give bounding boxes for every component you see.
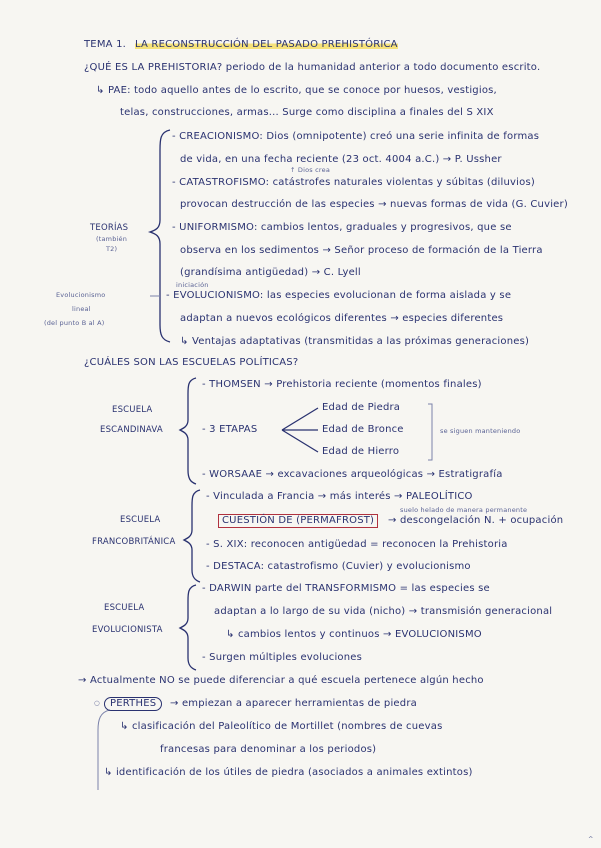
worsaae-line: - WORSAAE → excavaciones arqueológicas → Estratigrafía [202, 469, 503, 480]
siglo-xix-line: - S. XIX: reconocen antigüedad = reconocen la Prehistoria [206, 539, 508, 550]
evolucionismo-line-2: adaptan a nuevos ecológicos diferentes → especies diferentes [180, 313, 504, 324]
darwin-line-2: adaptan a lo largo de su vida (nicho) → transmisión generacional [214, 606, 553, 617]
creacionismo-line-1: - CREACIONISMO: Dios (omnipotente) creó una serie infinita de formas [172, 131, 540, 142]
thomsen-line: - THOMSEN → Prehistoria reciente (momentos finales) [202, 379, 482, 390]
darwin-line-1: - DARWIN parte del TRANSFORMISMO = las especies se [202, 583, 490, 594]
mortillet-line-1: ↳ clasificación del Paleolítico de Mortillet (nombres de cuevas [120, 721, 443, 732]
topic-number: TEMA 1. [84, 39, 127, 50]
bullet-circle-icon: ○ [94, 699, 100, 707]
mortillet-line-2: francesas para denominar a los periodos) [160, 744, 377, 755]
etapas-note: se siguen manteniendo [440, 427, 521, 435]
perthes-label: PERTHES [104, 697, 162, 711]
evolucionista-label-1: ESCUELA [104, 603, 145, 613]
cuestion-permafrost: CUESTIÓN DE (PERMAFROST) [218, 514, 378, 528]
perthes-line: → empiezan a aparecer herramientas de piedra [170, 698, 417, 709]
theories-sublabel-2: T2) [106, 245, 118, 253]
evol-lineal-label-3: (del punto B al A) [44, 319, 105, 327]
escandinava-label-2: ESCANDINAVA [100, 425, 163, 435]
theories-label: TEORÍAS [90, 223, 129, 233]
question-prehistoria: ¿QUÉ ES LA PREHISTORIA? periodo de la humanidad anterior a todo documento escrito. [84, 62, 541, 73]
escandinava-label-1: ESCUELA [112, 405, 153, 415]
uniformismo-line-2: observa en los sedimentos → Señor proceso de formación de la Tierra [180, 245, 543, 256]
permafrost-note: suelo helado de manera permanente [400, 506, 528, 514]
edad-piedra: Edad de Piedra [322, 402, 401, 413]
edad-bronce: Edad de Bronce [322, 424, 404, 435]
tres-etapas: - 3 ETAPAS [202, 424, 258, 435]
corner-mark: ^ [588, 835, 594, 843]
cuestion-rest: → descongelación N. + ocupación [388, 515, 564, 526]
uniformismo-line-1: - UNIFORMISMO: cambios lentos, graduales y progresivos, que se [172, 222, 512, 233]
darwin-line-3: ↳ cambios lentos y continuos → EVOLUCIONISMO [226, 629, 482, 640]
topic-title: LA RECONSTRUCCIÓN DEL PASADO PREHISTÓRICA [135, 39, 398, 50]
question-escuelas: ¿CUÁLES SON LAS ESCUELAS POLÍTICAS? [84, 357, 299, 368]
theories-sublabel-1: (también [96, 235, 128, 243]
evol-lineal-label-1: Evolucionismo [56, 291, 106, 299]
creacionismo-line-2: de vida, en una fecha reciente (23 oct. 4004 a.C.) → P. Ussher [180, 154, 502, 165]
evolucionista-label-2: EVOLUCIONISTA [92, 625, 163, 635]
pae-line-2: telas, construcciones, armas... Surge como disciplina a finales del S XIX [120, 107, 494, 118]
evol-lineal-label-2: lineal [72, 305, 91, 313]
surgen-line: - Surgen múltiples evoluciones [202, 652, 363, 663]
evolucionismo-line-3: ↳ Ventajas adaptativas (transmitidas a las próximas generaciones) [180, 336, 530, 347]
francobritanica-label-1: ESCUELA [120, 515, 161, 525]
destaca-line: - DESTACA: catastrofismo (Cuvier) y evolucionismo [206, 561, 471, 572]
catastrofismo-note: ↑ Dios crea [290, 166, 331, 174]
uniformismo-line-3: (grandísima antigüedad) → C. Lyell [180, 267, 361, 278]
edad-hierro: Edad de Hierro [322, 446, 400, 457]
pae-line-1: ↳ PAE: todo aquello antes de lo escrito, que se conoce por huesos, vestigios, [96, 85, 497, 96]
evolucionismo-note: iniciación [176, 281, 209, 289]
catastrofismo-line-1: - CATASTROFISMO: catástrofes naturales violentas y súbitas (diluvios) [172, 177, 535, 188]
vinculada-line: - Vinculada a Francia → más interés → PALEOLÍTICO [206, 491, 473, 502]
catastrofismo-line-2: provocan destrucción de las especies → nuevas formas de vida (G. Cuvier) [180, 199, 568, 210]
actualmente-line: → Actualmente NO se puede diferenciar a qué escuela pertenece algún hecho [78, 675, 484, 686]
utiles-line: ↳ identificación de los útiles de piedra (asociados a animales extintos) [104, 767, 473, 778]
francobritanica-label-2: FRANCOBRITÁNICA [92, 537, 176, 547]
evolucionismo-line-1: - EVOLUCIONISMO: las especies evolucionan de forma aislada y se [166, 290, 512, 301]
